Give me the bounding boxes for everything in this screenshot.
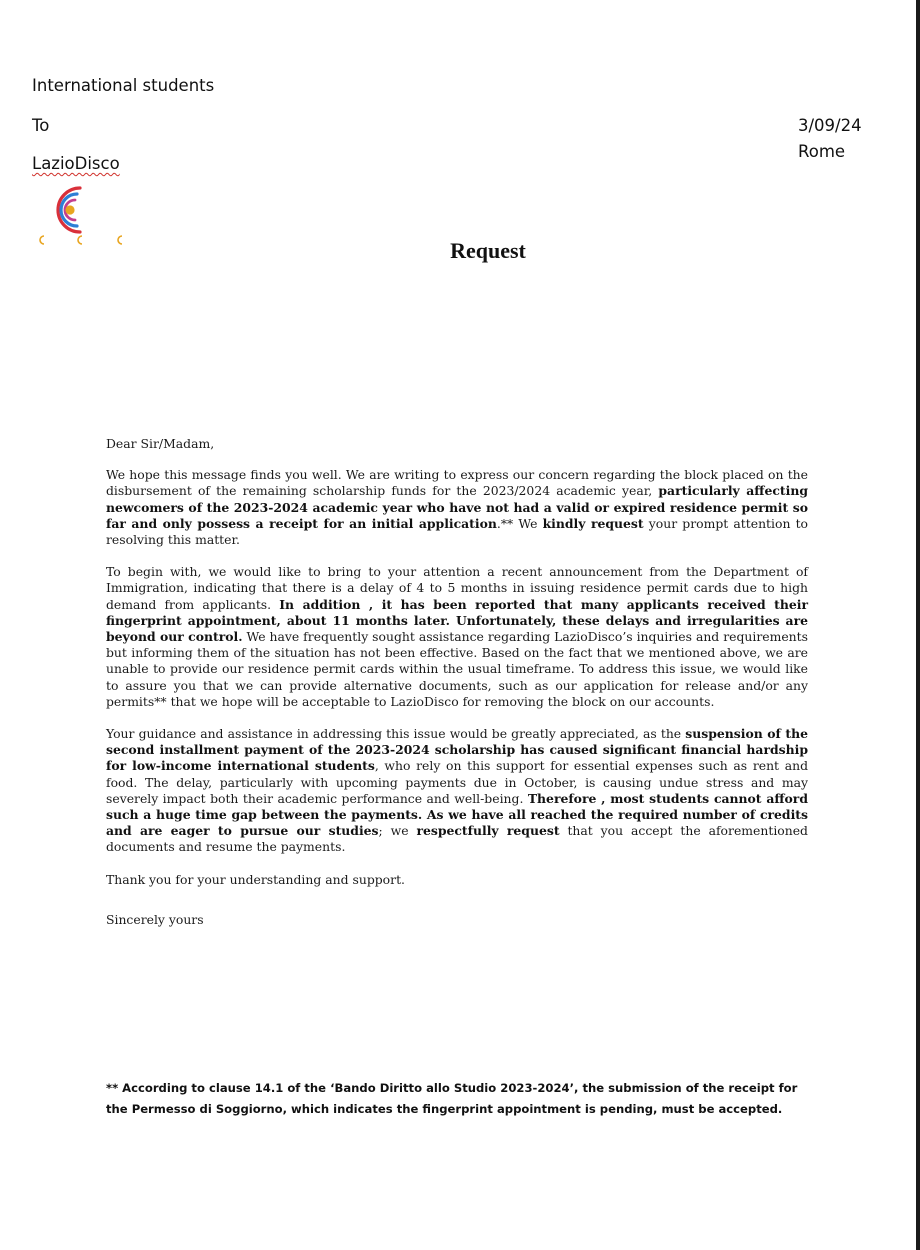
paragraph-delays: To begin with, we would like to bring to your attention a recent announcement from the Department of Immigration, indicating that there is a delay of 4 to 5 months in issuing residence permit cards due to high demand from applicants. In addition , it has been reported that many applicants received their fingerprint appointment, about 11 months later. Unfortunately, these delays and irregularities are beyond our control. We have frequently sought assistance regarding LazioDisco’s inquiries and requirements but informing them of the situation has not been effective. Based on the fact that we mentioned above, we are unable to provide our residence permit cards within the usual timeframe. To address this issue, we would like to assure you that we can provide alternative documents, such as our application for release and/or any permits** that we hope will be acceptable to LazioDisco for removing the block on our accounts. <box>106 564 808 709</box>
page-edge <box>916 0 920 1250</box>
letter-closing: Sincerely yours <box>106 911 204 927</box>
letter-date: 3/09/24 <box>798 116 862 135</box>
paragraph-concern: We hope this message finds you well. We are writing to express our concern regarding the block placed on the disbursement of the remaining scholarship funds for the 2023/2024 academic year, particularly affecting newcomers of the 2023-2024 academic year who have not had a valid or expired residence permit so far and only possess a receipt for an initial application.** We kindly request your prompt attention to resolving this matter. <box>106 467 809 548</box>
letter-thanks: Thank you for your understanding and support. <box>106 871 405 887</box>
document-title: Request <box>450 238 526 263</box>
footnote: ** According to clause 14.1 of the ‘Bando Diritto allo Studio 2023-2024’, the submission of the receipt for the Permesso di Soggiorno, which indicates the fingerprint appointment is pending, must be accepted. <box>106 1081 798 1116</box>
recipient-name: LazioDisco <box>32 154 120 173</box>
paragraph-request: Your guidance and assistance in addressing this issue would be greatly appreciated, as the suspension of the second installment payment of the 2023-2024 scholarship has caused significant financial hardship for low-income international students, who rely on this support for essential expenses such as rent and food. The delay, particularly with upcoming payments due in October, is causing undue stress and may severely impact both their academic performance and well-being. Therefore , most students cannot afford such a huge time gap between the payments. As we have all reached the required number of credits and are eager to pursue our studies; we respectfully request that you accept the aforementioned documents and resume the payments. <box>106 726 808 855</box>
sender-line: International students <box>32 76 215 95</box>
logo-center-dot <box>65 205 74 214</box>
letter-body <box>106 436 808 944</box>
to-label: To <box>32 116 50 135</box>
letter-place: Rome <box>798 142 846 161</box>
letter-greeting: Dear Sir/Madam, <box>106 436 215 451</box>
